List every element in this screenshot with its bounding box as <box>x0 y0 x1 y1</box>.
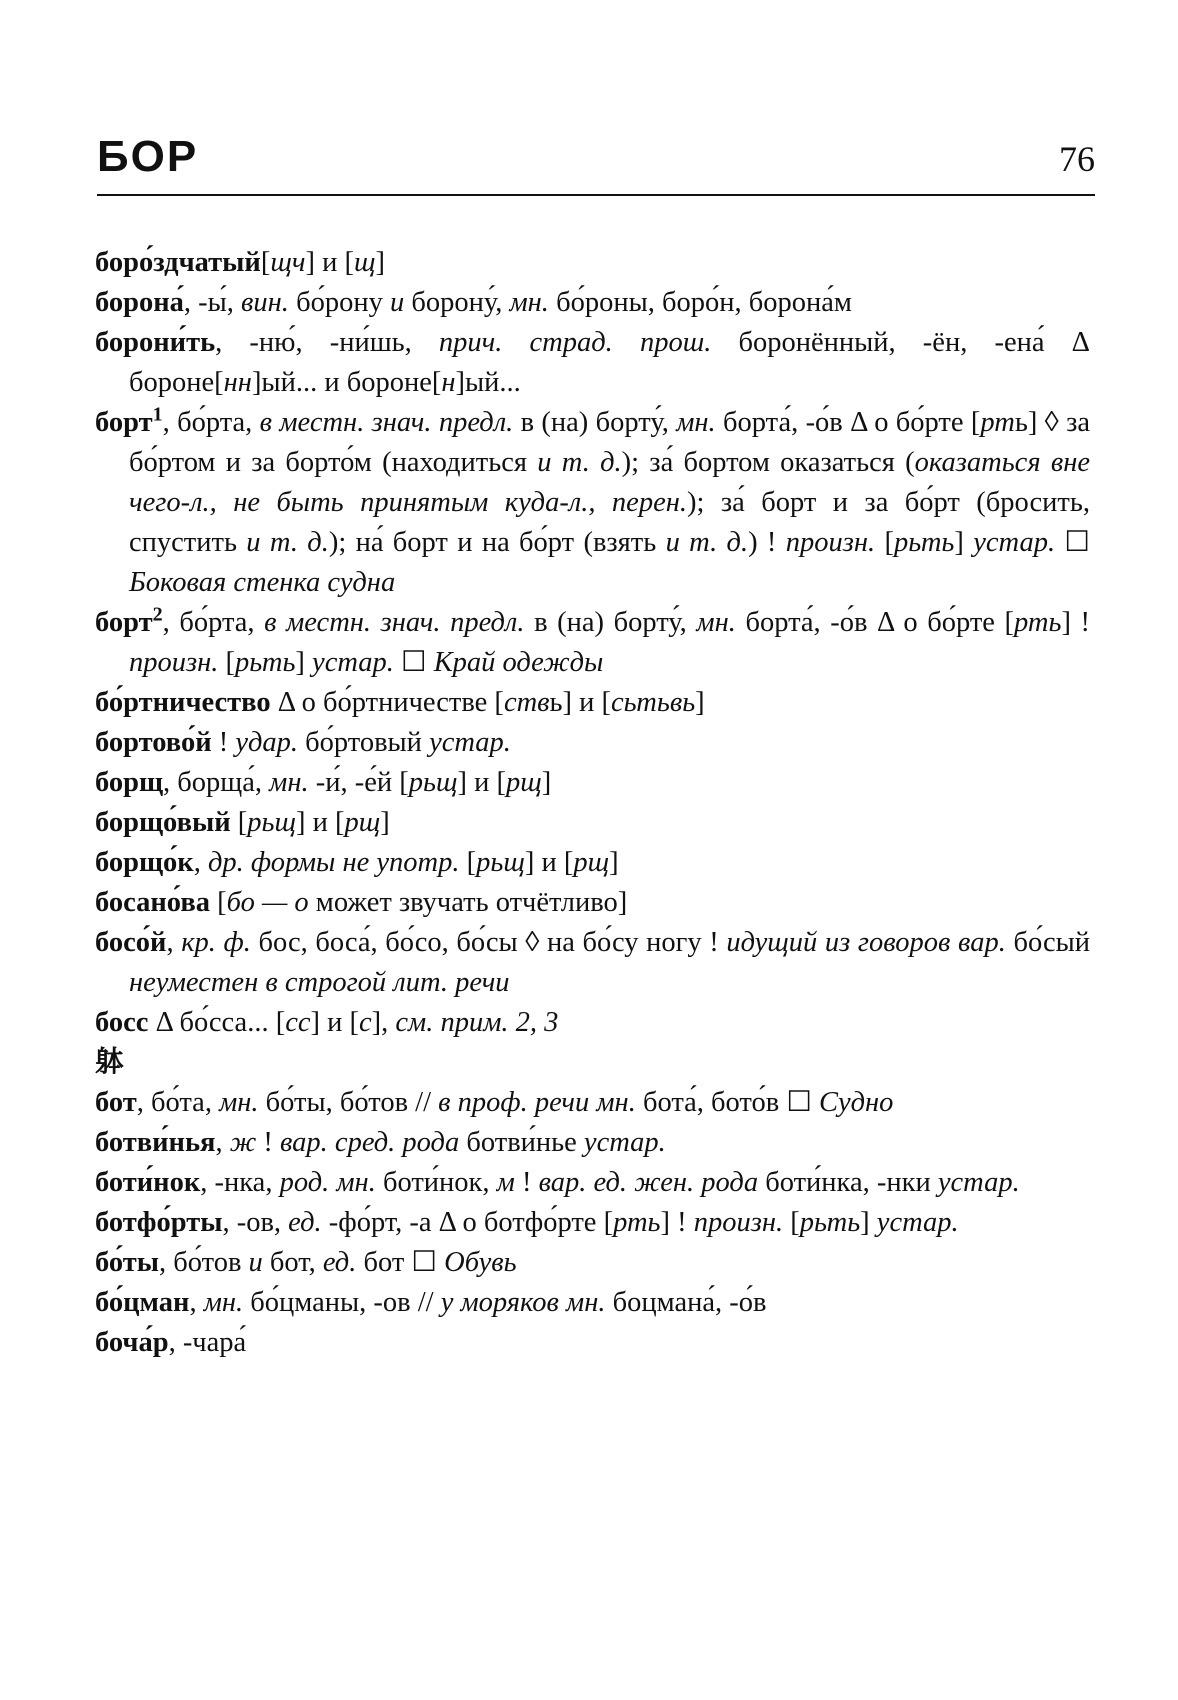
entry-text: бо́рону <box>288 287 390 318</box>
grammar-note: устар. <box>937 1167 1020 1198</box>
grammar-note: рть <box>613 1207 661 1238</box>
entry-text: ]ый... <box>455 367 521 398</box>
grammar-note: рщ <box>344 807 381 838</box>
grammar-note: устар. <box>583 1127 666 1158</box>
entry-text: ) ! <box>748 527 786 558</box>
grammar-note: рьть <box>799 1207 861 1238</box>
entry-text: ] <box>541 767 552 798</box>
headword: борони́ть <box>95 327 216 358</box>
headword: борщо́к <box>95 847 194 878</box>
grammar-note: произн. <box>129 647 219 678</box>
entry-text: боронённый, -ён, -ена́ Δ бороне[ <box>129 327 1090 398</box>
grammar-note: прич. страд. прош. <box>438 327 712 358</box>
entry-text: ! <box>211 727 236 758</box>
grammar-note: с <box>359 1007 372 1038</box>
grammar-note: бо — о <box>226 887 309 918</box>
entry-text: [ <box>783 1207 800 1238</box>
dictionary-entry <box>95 1043 1090 1083</box>
entry-text: ! <box>256 1127 280 1158</box>
grammar-note: Край одежды <box>433 647 604 678</box>
dictionary-entry <box>95 1203 1090 1243</box>
entry-text: ); за́ борт и за бо́рт (бросить, спустить <box>129 487 1090 558</box>
grammar-note: щч <box>270 247 306 278</box>
entry-text: , -чара́ <box>168 1327 247 1358</box>
dictionary-entry <box>95 1083 1090 1123</box>
grammar-note: рьть <box>235 647 296 678</box>
entry-text: ] <box>375 247 385 278</box>
entry-text: [ <box>875 527 894 558</box>
grammar-note: сьтьвь <box>611 687 696 718</box>
entry-text: ] и [ <box>305 247 354 278</box>
entry-text: в (на) борту́, <box>524 607 697 638</box>
entry-text: ], <box>371 1007 396 1038</box>
entry-text: , бо́тов <box>159 1247 249 1278</box>
grammar-note: см. прим. 2, 3 <box>395 1007 559 1038</box>
entry-text: ); за́ бортом оказаться ( <box>621 447 915 478</box>
headword: бо́ты <box>95 1247 159 1278</box>
entry-text: ] <box>954 527 974 558</box>
entry-list <box>95 243 1090 1363</box>
entry-text: , борща́, <box>163 767 270 798</box>
dictionary-entry <box>95 923 1090 1003</box>
grammar-note: устар. <box>973 527 1056 558</box>
dictionary-entry <box>95 1283 1090 1323</box>
dictionary-entry <box>95 723 1090 763</box>
entry-text: ] <box>380 807 390 838</box>
grammar-note: мн. <box>203 1287 244 1318</box>
entry-text: боти́нка, -нки <box>758 1167 938 1198</box>
dictionary-entry <box>95 883 1090 923</box>
grammar-note: идущий из говоров вар. <box>726 927 1006 958</box>
grammar-note: мн. <box>269 767 309 798</box>
entry-text: борону́, <box>404 287 510 318</box>
entry-text: ] и [ <box>296 807 345 838</box>
headword: борщ <box>95 767 164 798</box>
entry-text: ] <box>695 687 705 718</box>
grammar-note: Обувь <box>444 1247 517 1278</box>
entry-text: ] ! <box>1061 607 1091 638</box>
entry-text: , бо́рта, <box>162 607 265 638</box>
dictionary-entry <box>95 243 1090 283</box>
running-head: БОР <box>97 132 199 181</box>
grammar-note: устар. <box>429 727 511 758</box>
entry-text: бота́, бото́в ☐ <box>635 1087 819 1118</box>
dictionary-entry <box>95 843 1090 883</box>
grammar-note: рьщ <box>408 767 458 798</box>
headword: босо́й <box>95 927 167 958</box>
entry-text: ь] и [ <box>549 687 612 718</box>
entry-text: , <box>193 847 208 878</box>
dictionary-entry <box>95 1323 1090 1363</box>
grammar-note: н <box>441 367 456 398</box>
grammar-note: неуместен в строгой лит. речи <box>129 967 510 998</box>
entry-text: бо́ртовый <box>298 727 430 758</box>
entry-text: [ <box>230 807 248 838</box>
dictionary-entry <box>95 1003 1090 1043</box>
dictionary-entry <box>95 803 1090 843</box>
entry-text: боти́нок, <box>375 1167 497 1198</box>
grammar-note: ед. <box>288 1207 322 1238</box>
grammar-note: в местн. знач. предл. <box>264 607 525 638</box>
entry-text: ] <box>609 847 619 878</box>
dictionary-entry <box>95 403 1090 603</box>
dictionary-entry <box>95 603 1090 683</box>
homonym-index: 1 <box>152 403 163 426</box>
entry-text: ] <box>860 1207 877 1238</box>
headword: бортово́й <box>95 727 212 758</box>
headword: борона́ <box>95 287 184 318</box>
entry-text: Δ бо́сса... [ <box>148 1007 286 1038</box>
entry-text: боцмана́, -о́в <box>605 1287 767 1318</box>
grammar-note: и т. д. <box>665 527 749 558</box>
entry-text: ]ый... и бороне[ <box>251 367 442 398</box>
grammar-note: вин. <box>241 287 289 318</box>
grammar-note: рьщ <box>247 807 296 838</box>
grammar-note: и <box>389 287 405 318</box>
dictionary-entry <box>95 1163 1090 1203</box>
grammar-note: оказаться вне чего-л., не быть принятым куда-л., перен. <box>129 447 1090 518</box>
headword: 躰 <box>95 1047 124 1078</box>
entry-text: бо́сый <box>1005 927 1090 958</box>
entry-text: бо́цманы, -ов // <box>243 1287 441 1318</box>
page-header <box>97 132 1095 196</box>
grammar-note: рщ <box>573 847 610 878</box>
dictionary-entry <box>95 683 1090 723</box>
grammar-note: и <box>248 1247 263 1278</box>
entry-text: ! <box>514 1167 539 1198</box>
entry-text: , бо́та, <box>136 1087 220 1118</box>
dictionary-entry <box>95 323 1090 403</box>
headword: боча́р <box>95 1327 169 1358</box>
entry-text: ь] ◊ за бо́ртом и за борто́м (находиться <box>129 407 1091 478</box>
entry-text: -фо́рт, -а Δ о ботфо́рте [ <box>321 1207 614 1238</box>
grammar-note: Судно <box>819 1087 894 1118</box>
entry-text: ); на́ борт и на бо́рт (взять <box>328 527 666 558</box>
grammar-note: мн. <box>676 407 716 438</box>
headword: боти́нок <box>95 1167 201 1198</box>
entry-text: может звучать отчётливо] <box>308 887 628 918</box>
entry-text: [ <box>218 647 236 678</box>
entry-text: , бо́рта, <box>162 407 260 438</box>
headword: бо́цман <box>95 1287 190 1318</box>
dictionary-entry <box>95 1243 1090 1283</box>
grammar-note: рть <box>1014 607 1062 638</box>
grammar-note: Боковая стенка судна <box>129 567 396 598</box>
grammar-note: устар. <box>876 1207 959 1238</box>
entry-text: , -ы́, <box>183 287 242 318</box>
entry-text: [ <box>209 887 227 918</box>
entry-text: борта́, -о́в Δ о бо́рте [ <box>735 607 1015 638</box>
entry-text: , <box>166 927 182 958</box>
headword: боро́здчатый <box>95 247 261 278</box>
grammar-note: рт <box>980 407 1015 438</box>
grammar-note: нн <box>223 367 252 398</box>
headword: босс <box>95 1007 149 1038</box>
dictionary-entry <box>95 1123 1090 1163</box>
grammar-note: рщ <box>505 767 542 798</box>
entry-text: -и́, -е́й [ <box>308 767 409 798</box>
grammar-note: в местн. знач. предл. <box>259 407 514 438</box>
entry-text: Δ о бо́ртничестве [ <box>270 687 504 718</box>
entry-text: ] ! <box>660 1207 694 1238</box>
grammar-note: в проф. речи мн. <box>438 1087 636 1118</box>
grammar-note: сс <box>285 1007 311 1038</box>
dictionary-entry <box>95 763 1090 803</box>
entry-text: ☐ <box>393 647 434 678</box>
grammar-note: у моряков мн. <box>440 1287 606 1318</box>
headword: босано́ва <box>95 887 210 918</box>
entry-text: ☐ <box>1055 527 1090 558</box>
grammar-note: вар. ед. жен. рода <box>538 1167 759 1198</box>
grammar-note: мн. <box>696 607 736 638</box>
headword: борт <box>95 607 153 638</box>
grammar-note: ств <box>503 687 550 718</box>
entry-text: ] и [ <box>310 1007 359 1038</box>
entry-text: , -ов, <box>222 1207 289 1238</box>
entry-text: борта́, -о́в Δ о бо́рте [ <box>715 407 981 438</box>
entry-text: бос, боса́, бо́со, бо́сы ◊ на бо́су ногу ! <box>250 927 727 958</box>
headword: ботви́нья <box>95 1127 216 1158</box>
grammar-note: мн. <box>509 287 549 318</box>
entry-text: в (на) борту́, <box>513 407 677 438</box>
grammar-note: и т. д. <box>246 527 329 558</box>
entry-text: ботви́нье <box>459 1127 584 1158</box>
grammar-note: устар. <box>312 647 394 678</box>
entry-text: бо́ты, бо́тов // <box>258 1087 439 1118</box>
grammar-note: и т. д. <box>537 447 622 478</box>
entry-text: бо́роны, боро́н, борона́м <box>548 287 852 318</box>
dictionary-entry <box>95 283 1090 323</box>
grammar-note: род. мн. <box>279 1167 376 1198</box>
grammar-note: ж <box>229 1127 257 1158</box>
entry-text: , -нка, <box>200 1167 280 1198</box>
grammar-note: произн. <box>785 527 876 558</box>
entry-text: ] и [ <box>457 767 506 798</box>
entry-text: [ <box>260 247 271 278</box>
entry-text: , <box>215 1127 230 1158</box>
entry-text: ] <box>295 647 313 678</box>
grammar-note: рьщ <box>476 847 525 878</box>
grammar-note: удар. <box>235 727 298 758</box>
grammar-note: вар. сред. рода <box>280 1127 460 1158</box>
headword: бо́ртничество <box>95 687 271 718</box>
entry-text: [ <box>459 847 477 878</box>
headword: ботфо́рты <box>95 1207 223 1238</box>
entry-text: бот ☐ <box>356 1247 445 1278</box>
homonym-index: 2 <box>152 603 163 626</box>
headword: борщо́вый <box>95 807 231 838</box>
entry-text: ] и [ <box>524 847 574 878</box>
headword: борт <box>95 407 153 438</box>
grammar-note: рьть <box>893 527 955 558</box>
entry-text: , -ню́, -ни́шь, <box>215 327 439 358</box>
grammar-note: др. формы не употр. <box>207 847 460 878</box>
grammar-note: произн. <box>693 1207 784 1238</box>
grammar-note: ед. <box>322 1247 357 1278</box>
grammar-note: мн. <box>219 1087 259 1118</box>
grammar-note: кр. ф. <box>181 927 251 958</box>
grammar-note: м <box>496 1167 515 1198</box>
headword: бот <box>95 1087 137 1118</box>
entry-text: бот, <box>262 1247 323 1278</box>
entry-text: , <box>189 1287 204 1318</box>
page-number: 76 <box>1059 139 1095 179</box>
grammar-note: щ <box>353 247 376 278</box>
